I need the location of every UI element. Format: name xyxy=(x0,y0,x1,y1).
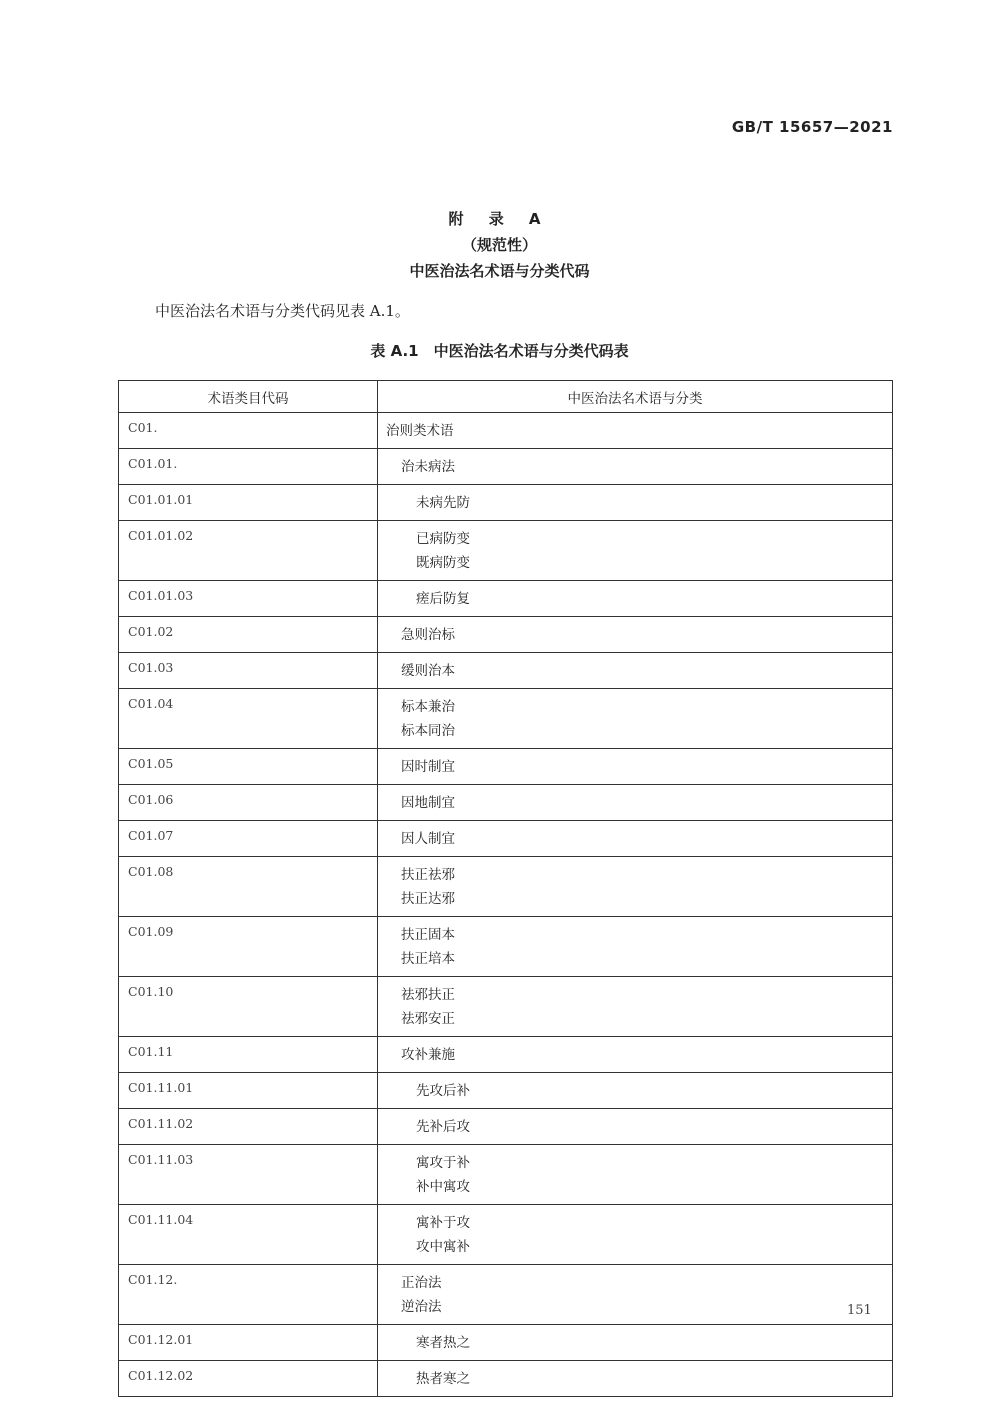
table-row xyxy=(119,521,893,581)
term-name: 已病防变 xyxy=(416,531,470,547)
term-name: 先攻后补 xyxy=(416,1083,470,1099)
term-cell xyxy=(378,521,893,581)
term-code: C01.01.02 xyxy=(119,521,378,581)
term-code: C01.12.02 xyxy=(119,1361,378,1397)
table-row xyxy=(119,449,893,485)
term-name: 攻中寓补 xyxy=(416,1239,470,1255)
term-cell xyxy=(378,1145,893,1205)
term-cell xyxy=(378,1265,893,1325)
table-row xyxy=(119,977,893,1037)
table-row xyxy=(119,1205,893,1265)
term-code: C01.09 xyxy=(119,917,378,977)
table-row xyxy=(119,1073,893,1109)
appendix-title-block xyxy=(0,206,999,284)
term-code: C01.04 xyxy=(119,689,378,749)
table-row xyxy=(119,821,893,857)
appendix-title: 附 录 A xyxy=(448,210,551,228)
term-name: 因地制宜 xyxy=(401,795,455,811)
table-body xyxy=(119,413,893,1397)
term-name: 扶正达邪 xyxy=(401,891,455,907)
term-code: C01.12. xyxy=(119,1265,378,1325)
term-code: C01. xyxy=(119,413,378,449)
table-caption: 表 A.1 中医治法名术语与分类代码表 xyxy=(370,342,629,360)
term-cell xyxy=(378,917,893,977)
term-cell xyxy=(378,1325,893,1361)
page-number: 151 xyxy=(847,1303,872,1318)
term-name: 补中寓攻 xyxy=(416,1179,470,1195)
term-code: C01.07 xyxy=(119,821,378,857)
table-row xyxy=(119,1037,893,1073)
term-name: 祛邪安正 xyxy=(401,1011,455,1027)
term-name: 正治法 xyxy=(401,1275,442,1291)
table-row xyxy=(119,1325,893,1361)
term-code: C01.11.02 xyxy=(119,1109,378,1145)
table-row xyxy=(119,689,893,749)
term-cell xyxy=(378,1037,893,1073)
term-name: 逆治法 xyxy=(401,1299,442,1315)
term-name: 标本同治 xyxy=(401,723,455,739)
term-cell xyxy=(378,1073,893,1109)
table-row xyxy=(119,485,893,521)
term-name: 治则类术语 xyxy=(386,423,454,439)
table-row xyxy=(119,917,893,977)
term-cell xyxy=(378,1205,893,1265)
term-cell xyxy=(378,1361,893,1397)
header-terms: 中医治法名术语与分类 xyxy=(378,381,893,413)
term-code: C01.11.03 xyxy=(119,1145,378,1205)
term-code: C01.05 xyxy=(119,749,378,785)
term-name: 既病防变 xyxy=(416,555,470,571)
standard-number: GB/T 15657—2021 xyxy=(731,118,893,136)
term-code: C01.12.01 xyxy=(119,1325,378,1361)
term-name: 先补后攻 xyxy=(416,1119,470,1135)
term-cell xyxy=(378,977,893,1037)
term-code: C01.03 xyxy=(119,653,378,689)
appendix-subject: 中医治法名术语与分类代码 xyxy=(409,262,590,280)
table-row xyxy=(119,1265,893,1325)
term-code: C01.11 xyxy=(119,1037,378,1073)
table-row xyxy=(119,413,893,449)
table-row xyxy=(119,1145,893,1205)
term-code: C01.06 xyxy=(119,785,378,821)
term-name: 扶正固本 xyxy=(401,927,455,943)
term-cell xyxy=(378,1109,893,1145)
term-name: 扶正祛邪 xyxy=(401,867,455,883)
term-name: 祛邪扶正 xyxy=(401,987,455,1003)
term-name: 未病先防 xyxy=(416,495,470,511)
term-code: C01.11.01 xyxy=(119,1073,378,1109)
term-cell xyxy=(378,485,893,521)
table-row xyxy=(119,749,893,785)
table-header-row xyxy=(119,381,893,413)
term-cell xyxy=(378,689,893,749)
table-row xyxy=(119,1361,893,1397)
table-row xyxy=(119,785,893,821)
table-row xyxy=(119,1109,893,1145)
term-code: C01.01. xyxy=(119,449,378,485)
term-name: 因时制宜 xyxy=(401,759,455,775)
term-name: 标本兼治 xyxy=(401,699,455,715)
term-name: 急则治标 xyxy=(401,627,455,643)
term-cell xyxy=(378,653,893,689)
term-name: 寒者热之 xyxy=(416,1335,470,1351)
term-name: 瘥后防复 xyxy=(416,591,470,607)
term-name: 因人制宜 xyxy=(401,831,455,847)
term-name: 治未病法 xyxy=(401,459,455,475)
term-name: 寓补于攻 xyxy=(416,1215,470,1231)
appendix-nature: （规范性） xyxy=(461,236,537,254)
term-code: C01.08 xyxy=(119,857,378,917)
term-name: 攻补兼施 xyxy=(401,1047,455,1063)
term-name: 寓攻于补 xyxy=(416,1155,470,1171)
table-row xyxy=(119,581,893,617)
intro-paragraph: 中医治法名术语与分类代码见表 A.1。 xyxy=(155,302,410,320)
term-code: C01.01.03 xyxy=(119,581,378,617)
term-name: 扶正培本 xyxy=(401,951,455,967)
header-code: 术语类目代码 xyxy=(119,381,378,413)
term-cell xyxy=(378,785,893,821)
term-code: C01.02 xyxy=(119,617,378,653)
term-name: 热者寒之 xyxy=(416,1371,470,1387)
term-code: C01.10 xyxy=(119,977,378,1037)
terms-table xyxy=(118,380,893,1397)
term-cell xyxy=(378,413,893,449)
table-row xyxy=(119,617,893,653)
term-cell xyxy=(378,581,893,617)
term-cell xyxy=(378,617,893,653)
table-row xyxy=(119,653,893,689)
term-cell xyxy=(378,749,893,785)
term-cell xyxy=(378,857,893,917)
term-code: C01.01.01 xyxy=(119,485,378,521)
term-code: C01.11.04 xyxy=(119,1205,378,1265)
term-cell xyxy=(378,821,893,857)
table-row xyxy=(119,857,893,917)
term-cell xyxy=(378,449,893,485)
term-name: 缓则治本 xyxy=(401,663,455,679)
